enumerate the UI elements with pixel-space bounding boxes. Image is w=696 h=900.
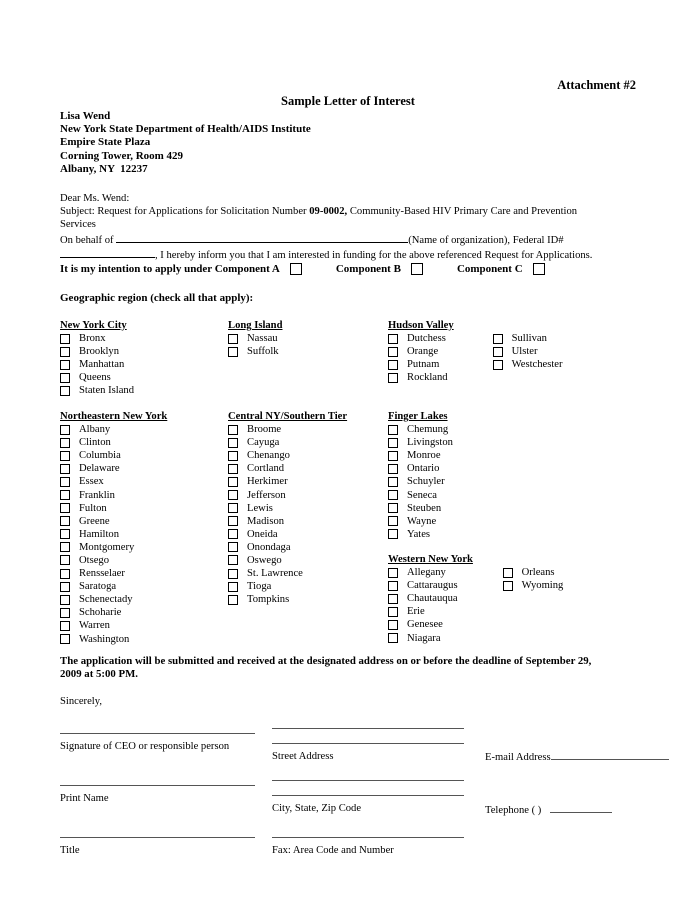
- county-checkbox[interactable]: [60, 595, 70, 605]
- county-label: Clinton: [79, 437, 111, 449]
- county-label: Bronx: [79, 333, 106, 345]
- county-row: [228, 332, 282, 345]
- county-row: [228, 528, 347, 541]
- county-label: Brooklyn: [79, 346, 120, 358]
- email-address-blank[interactable]: [551, 750, 669, 760]
- county-row: [60, 515, 167, 528]
- county-row: [228, 580, 347, 593]
- signature-field-fax: [272, 837, 464, 856]
- signature-field-telephone: [485, 803, 612, 816]
- county-checkbox[interactable]: [60, 608, 70, 618]
- county-checkbox[interactable]: [388, 464, 398, 474]
- county-row: [60, 462, 167, 475]
- county-checkbox[interactable]: [388, 503, 398, 513]
- county-checkbox[interactable]: [60, 347, 70, 357]
- county-row: [60, 633, 167, 646]
- county-checkbox[interactable]: [388, 360, 398, 370]
- county-label: Delaware: [79, 463, 120, 475]
- county-row: [388, 605, 458, 618]
- hereby-line: [60, 247, 638, 262]
- county-checkbox[interactable]: [60, 634, 70, 644]
- county-label: Cortland: [247, 463, 285, 475]
- county-list-new-york-city: [60, 332, 134, 397]
- street-address-line-lower[interactable]: [272, 743, 464, 744]
- county-label: Rensselaer: [79, 568, 125, 580]
- county-label: St. Lawrence: [247, 568, 303, 580]
- county-label: Ulster: [511, 346, 538, 358]
- county-row: [388, 436, 453, 449]
- region-group-new-york-city: [60, 319, 134, 397]
- county-label: Greene: [79, 515, 110, 527]
- county-checkbox[interactable]: [60, 621, 70, 631]
- county-checkbox[interactable]: [388, 594, 398, 604]
- county-label: Fulton: [79, 502, 107, 514]
- county-label: Albany: [79, 424, 111, 436]
- county-row: [493, 345, 563, 358]
- recipient-address-block: [60, 110, 311, 176]
- salutation: Dear Ms. Wend:: [60, 193, 130, 204]
- county-checkbox[interactable]: [60, 386, 70, 396]
- region-group-northeastern-new-york: [60, 410, 167, 646]
- city-state-zip-line-upper[interactable]: [272, 780, 464, 781]
- county-label: Genesee: [407, 619, 443, 631]
- signature-label-email: E-mail Address: [485, 752, 551, 763]
- county-checkbox[interactable]: [228, 490, 238, 500]
- county-row: [228, 345, 282, 358]
- county-row: [60, 567, 167, 580]
- letter-body: [60, 192, 638, 262]
- signature-field-title: [60, 837, 255, 856]
- county-checkbox[interactable]: [228, 516, 238, 526]
- federal-id-blank[interactable]: [60, 247, 155, 258]
- region-group-hudson-valley: [388, 319, 563, 384]
- recipient-org: New York State Department of Health/AIDS Institute: [60, 123, 311, 136]
- region-heading-hudson-valley: Hudson Valley: [388, 320, 454, 331]
- county-label: Cayuga: [247, 437, 280, 449]
- county-row: [493, 358, 563, 371]
- county-checkbox[interactable]: [388, 425, 398, 435]
- county-row: [60, 541, 167, 554]
- county-label: Herkimer: [247, 476, 288, 488]
- region-heading-central-ny-southern-tier: Central NY/Southern Tier: [228, 411, 348, 422]
- subject-line-continued: Services: [60, 219, 96, 231]
- region-group-finger-lakes: [388, 410, 453, 541]
- county-label: Schenectady: [79, 594, 133, 606]
- county-checkbox[interactable]: [60, 582, 70, 592]
- county-checkbox[interactable]: [388, 607, 398, 617]
- county-checkbox[interactable]: [228, 477, 238, 487]
- component-b-checkbox[interactable]: [411, 263, 423, 275]
- county-row: [388, 515, 453, 528]
- signature-label-title: Title: [60, 845, 80, 856]
- county-checkbox[interactable]: [60, 542, 70, 552]
- county-checkbox[interactable]: [228, 529, 238, 539]
- county-label: Tioga: [247, 581, 272, 593]
- county-checkbox[interactable]: [60, 451, 70, 461]
- county-row: [388, 592, 458, 605]
- county-label: Wayne: [407, 515, 437, 527]
- county-checkbox[interactable]: [388, 334, 398, 344]
- signature-line-ceo[interactable]: [60, 733, 255, 734]
- county-row: [228, 475, 347, 488]
- county-checkbox[interactable]: [388, 581, 398, 591]
- county-label: Chenango: [247, 450, 290, 462]
- county-checkbox[interactable]: [60, 503, 70, 513]
- county-checkbox[interactable]: [228, 569, 238, 579]
- county-row: [60, 554, 167, 567]
- region-heading-finger-lakes: Finger Lakes: [388, 411, 448, 422]
- county-label: Staten Island: [79, 385, 135, 397]
- county-row: [60, 371, 134, 384]
- county-label: Allegany: [407, 567, 446, 579]
- county-checkbox[interactable]: [388, 568, 398, 578]
- signature-label-city-state-zip: City, State, Zip Code: [272, 803, 362, 814]
- county-label: Essex: [79, 476, 104, 488]
- county-checkbox[interactable]: [60, 425, 70, 435]
- county-checkbox[interactable]: [60, 334, 70, 344]
- county-checkbox[interactable]: [228, 542, 238, 552]
- recipient-address-line-3: Albany, NY 12237: [60, 162, 148, 175]
- county-checkbox[interactable]: [60, 490, 70, 500]
- county-label: Oneida: [247, 528, 278, 540]
- county-label: Schuyler: [407, 476, 445, 488]
- county-label: Franklin: [79, 489, 115, 501]
- county-row: [388, 566, 458, 579]
- county-row: [493, 332, 563, 345]
- subject-prefix: Subject: Request for Applications for Solicitation Number: [60, 206, 310, 218]
- county-checkbox[interactable]: [60, 569, 70, 579]
- county-row: [60, 488, 167, 501]
- county-label: Niagara: [407, 632, 441, 644]
- county-row: [228, 541, 347, 554]
- county-row: [60, 606, 167, 619]
- county-checkbox[interactable]: [60, 529, 70, 539]
- county-list-long-island: [228, 332, 282, 358]
- county-label: Washington: [79, 633, 130, 645]
- county-row: [228, 462, 347, 475]
- signature-field-ceo: [60, 733, 255, 752]
- signature-field-email: [485, 750, 669, 763]
- region-heading-long-island: Long Island: [228, 320, 283, 331]
- signature-label-fax: Fax: Area Code and Number: [272, 845, 394, 856]
- county-checkbox[interactable]: [60, 360, 70, 370]
- county-row: [228, 436, 347, 449]
- county-row: [388, 462, 453, 475]
- county-list-western-new-york-secondary: [503, 566, 564, 645]
- county-checkbox[interactable]: [60, 516, 70, 526]
- county-row: [388, 579, 458, 592]
- county-checkbox[interactable]: [60, 555, 70, 565]
- county-checkbox[interactable]: [388, 347, 398, 357]
- county-label: Onondaga: [247, 541, 291, 553]
- county-row: [228, 488, 347, 501]
- county-label: Montgomery: [79, 541, 135, 553]
- county-label: Orleans: [521, 567, 555, 579]
- county-row: [228, 515, 347, 528]
- county-list-northeastern-new-york: [60, 423, 167, 646]
- county-row: [60, 423, 167, 436]
- region-group-central-ny-southern-tier: [228, 410, 347, 606]
- county-row: [60, 528, 167, 541]
- intent-lead-text: It is my intention to apply under Component A: [60, 263, 280, 275]
- component-c-checkbox[interactable]: [533, 263, 545, 275]
- county-checkbox[interactable]: [493, 347, 503, 357]
- recipient-name: Lisa Wend: [60, 110, 111, 122]
- county-label: Tompkins: [247, 594, 290, 606]
- county-label: Steuben: [407, 502, 442, 514]
- county-row: [388, 345, 448, 358]
- on-behalf-prefix: On behalf of: [60, 234, 117, 246]
- signature-field-print-name: [60, 785, 255, 804]
- region-heading-western-new-york: Western New York: [388, 554, 473, 565]
- county-row: [388, 618, 458, 631]
- county-checkbox[interactable]: [388, 477, 398, 487]
- county-label: Dutchess: [407, 333, 446, 345]
- county-label: Manhattan: [79, 359, 125, 371]
- county-label: Queens: [79, 372, 111, 384]
- attachment-label: Attachment #2: [557, 78, 636, 92]
- deadline-line-2: 2009 at 5:00 PM.: [60, 668, 138, 681]
- county-checkbox[interactable]: [503, 581, 513, 591]
- geographic-region-heading: Geographic region (check all that apply):: [60, 292, 254, 304]
- deadline-statement: [60, 655, 638, 682]
- county-checkbox[interactable]: [388, 373, 398, 383]
- county-label: Livingston: [407, 437, 453, 449]
- closing-salutation: Sincerely,: [60, 696, 102, 707]
- county-row: [388, 449, 453, 462]
- organization-name-blank[interactable]: [116, 232, 408, 243]
- county-checkbox[interactable]: [388, 516, 398, 526]
- county-checkbox[interactable]: [228, 503, 238, 513]
- component-a-checkbox[interactable]: [290, 263, 302, 275]
- county-checkbox[interactable]: [388, 529, 398, 539]
- county-row: [388, 475, 453, 488]
- county-label: Hamilton: [79, 528, 120, 540]
- county-label: Suffolk: [247, 346, 279, 358]
- county-label: Madison: [247, 515, 285, 527]
- county-list-western-new-york-primary: [388, 566, 458, 645]
- county-checkbox[interactable]: [60, 373, 70, 383]
- county-row: [60, 580, 167, 593]
- city-state-zip-line-lower[interactable]: [272, 795, 464, 796]
- county-row: [60, 449, 167, 462]
- county-row: [60, 384, 134, 397]
- subject-line: [60, 205, 638, 218]
- region-group-long-island: [228, 319, 282, 358]
- county-row: [388, 631, 458, 644]
- county-row: [228, 449, 347, 462]
- county-checkbox[interactable]: [228, 347, 238, 357]
- region-heading-northeastern-new-york: Northeastern New York: [60, 411, 168, 422]
- county-checkbox[interactable]: [60, 438, 70, 448]
- county-label: Erie: [407, 606, 425, 618]
- county-list-finger-lakes: [388, 423, 453, 541]
- county-row: [388, 488, 453, 501]
- on-behalf-line: [60, 232, 638, 247]
- component-b-label: Component B: [335, 263, 401, 275]
- county-checkbox[interactable]: [388, 451, 398, 461]
- recipient-address-line-2: Corning Tower, Room 429: [60, 149, 184, 162]
- county-list-hudson-valley-secondary: [493, 332, 563, 384]
- county-row: [228, 567, 347, 580]
- page-title: Sample Letter of Interest: [281, 94, 415, 108]
- county-checkbox[interactable]: [228, 464, 238, 474]
- county-label: Columbia: [79, 450, 121, 462]
- county-row: [60, 345, 134, 358]
- county-checkbox[interactable]: [388, 633, 398, 643]
- county-label: Monroe: [407, 450, 441, 462]
- county-row: [228, 502, 347, 515]
- county-label: Yates: [407, 528, 431, 540]
- county-list-central-ny-southern-tier: [228, 423, 347, 606]
- county-label: Wyoming: [521, 580, 564, 592]
- signature-field-street-address: [272, 728, 464, 762]
- signature-label-ceo: Signature of CEO or responsible person: [60, 741, 230, 752]
- county-checkbox[interactable]: [228, 451, 238, 461]
- county-checkbox[interactable]: [388, 490, 398, 500]
- county-label: Nassau: [247, 333, 278, 345]
- signature-line-title[interactable]: [60, 837, 255, 838]
- county-row: [228, 554, 347, 567]
- signature-label-telephone: Telephone ( ): [485, 805, 542, 816]
- county-row: [388, 358, 448, 371]
- county-checkbox[interactable]: [388, 438, 398, 448]
- county-row: [60, 619, 167, 632]
- county-label: Otsego: [79, 554, 110, 566]
- county-row: [503, 579, 564, 592]
- deadline-line-1: The application will be submitted and received at the designated address on or before the deadline of September 29,: [60, 655, 592, 667]
- county-label: Ontario: [407, 463, 440, 475]
- county-checkbox[interactable]: [503, 568, 513, 578]
- county-row: [228, 423, 347, 436]
- subject-suffix: Community-Based HIV Primary Care and Prevention: [347, 206, 578, 218]
- county-checkbox[interactable]: [228, 334, 238, 344]
- county-label: Chautauqua: [407, 593, 458, 605]
- county-label: Seneca: [407, 489, 437, 501]
- county-label: Chemung: [407, 424, 449, 436]
- county-row: [60, 436, 167, 449]
- county-row: [60, 358, 134, 371]
- on-behalf-suffix: (Name of organization), Federal ID#: [408, 234, 564, 246]
- county-label: Orange: [407, 346, 439, 358]
- county-checkbox[interactable]: [228, 425, 238, 435]
- region-heading-new-york-city: New York City: [60, 320, 127, 331]
- signature-line-print-name[interactable]: [60, 785, 255, 786]
- telephone-number-blank[interactable]: [550, 803, 612, 813]
- county-row: [388, 423, 453, 436]
- county-row: [388, 332, 448, 345]
- hereby-text: , I hereby inform you that I am interested in funding for the above referenced Request for Applications.: [155, 249, 593, 261]
- county-checkbox[interactable]: [228, 438, 238, 448]
- signature-label-street-address: Street Address: [272, 751, 334, 762]
- county-label: Warren: [79, 620, 110, 632]
- county-checkbox[interactable]: [60, 477, 70, 487]
- signature-label-print-name: Print Name: [60, 793, 109, 804]
- county-label: Westchester: [511, 359, 563, 371]
- county-label: Rockland: [407, 372, 448, 384]
- county-checkbox[interactable]: [228, 595, 238, 605]
- county-list-hudson-valley-primary: [388, 332, 448, 384]
- county-label: Putnam: [407, 359, 440, 371]
- recipient-address-line-1: Empire State Plaza: [60, 136, 151, 149]
- county-row: [228, 593, 347, 606]
- signature-field-city-state-zip: [272, 780, 464, 814]
- county-checkbox[interactable]: [228, 555, 238, 565]
- component-c-label: Component C: [456, 263, 523, 275]
- county-label: Cattaraugus: [407, 580, 458, 592]
- county-row: [60, 332, 134, 345]
- county-label: Sullivan: [511, 333, 547, 345]
- county-label: Broome: [247, 424, 282, 436]
- county-row: [388, 502, 453, 515]
- county-checkbox[interactable]: [228, 582, 238, 592]
- fax-line[interactable]: [272, 837, 464, 838]
- street-address-line-upper[interactable]: [272, 728, 464, 729]
- region-group-western-new-york: [388, 553, 563, 645]
- county-checkbox[interactable]: [493, 334, 503, 344]
- county-label: Jefferson: [247, 489, 286, 501]
- county-checkbox[interactable]: [388, 620, 398, 630]
- county-row: [388, 371, 448, 384]
- county-label: Saratoga: [79, 581, 117, 593]
- county-checkbox[interactable]: [60, 464, 70, 474]
- county-row: [60, 502, 167, 515]
- county-label: Lewis: [247, 502, 273, 514]
- county-row: [388, 528, 453, 541]
- component-selection-row: [60, 263, 545, 275]
- county-label: Oswego: [247, 554, 282, 566]
- county-checkbox[interactable]: [493, 360, 503, 370]
- county-row: [60, 475, 167, 488]
- solicitation-number: 09-0002,: [309, 206, 348, 218]
- county-row: [503, 566, 564, 579]
- county-row: [60, 593, 167, 606]
- county-label: Schoharie: [79, 607, 122, 619]
